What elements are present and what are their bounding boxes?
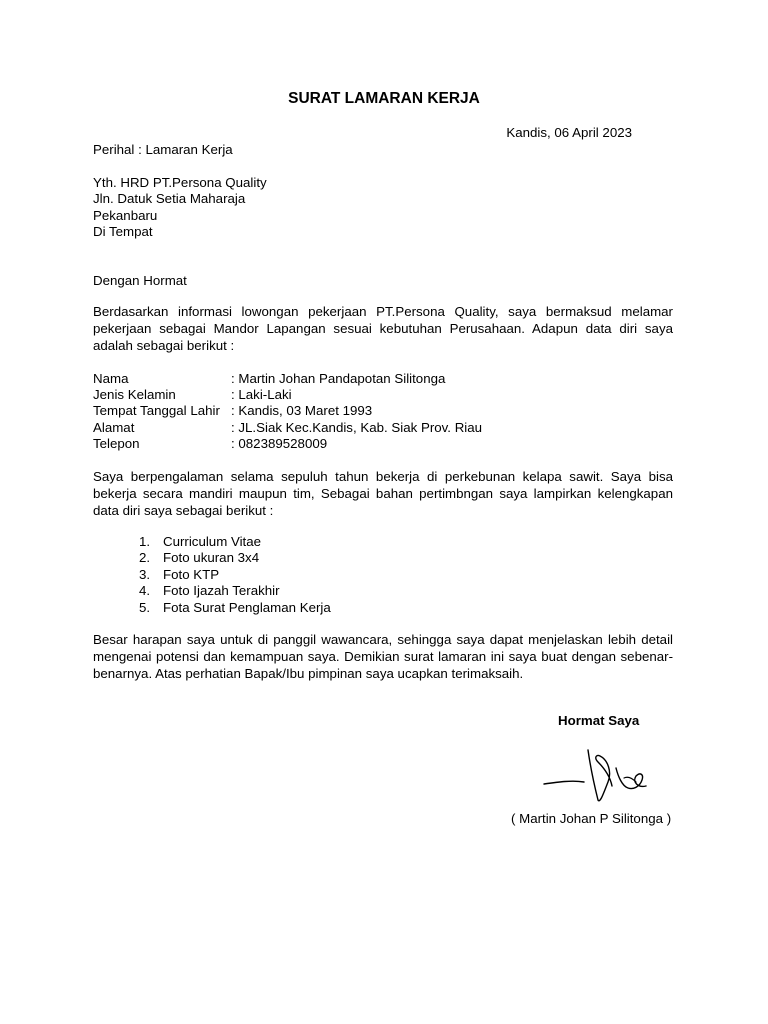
field-label-nama: Nama <box>93 371 129 386</box>
recipient-line-4: Di Tempat <box>93 224 153 239</box>
closing-salutation: Hormat Saya <box>558 713 640 728</box>
experience-paragraph: Saya berpengalaman selama sepuluh tahun bekerja di perkebunan kelapa sawit. Saya bisa bekerja secara mandiri maupun tim, Sebagai bahan pertimbngan saya lampirkan kelengkapan data diri saya sebagai berikut : <box>93 469 673 518</box>
attachment-item: Foto ukuran 3x4 <box>163 550 260 565</box>
letter-date: Kandis, 06 April 2023 <box>506 125 632 140</box>
attachment-item: Fota Surat Penglaman Kerja <box>163 600 331 615</box>
closing-paragraph: Besar harapan saya untuk di panggil wawancara, sehingga saya dapat menjelaskan lebih detail mengenai potensi dan kemampuan saya. Demikian surat lamaran ini saya buat dengan sebenar-benarnya. Atas perhatian Bapak/Ibu pimpinan saya ucapkan terimaksaih. <box>93 632 673 681</box>
recipient-line-3: Pekanbaru <box>93 208 158 223</box>
field-label-ttl: Tempat Tanggal Lahir <box>93 403 220 418</box>
attachment-number: 2. <box>139 550 151 565</box>
signer-name: ( Martin Johan P Silitonga ) <box>511 811 672 826</box>
field-value-jenis-kelamin: : Laki-Laki <box>231 387 292 402</box>
recipient-line-1: Yth. HRD PT.Persona Quality <box>93 175 267 190</box>
attachment-item: Curriculum Vitae <box>163 534 262 549</box>
greeting: Dengan Hormat <box>93 273 187 288</box>
attachment-number: 5. <box>139 600 151 615</box>
field-label-telepon: Telepon <box>93 436 140 451</box>
field-label-alamat: Alamat <box>93 420 135 435</box>
attachment-number: 3. <box>139 567 151 582</box>
attachment-item: Foto Ijazah Terakhir <box>163 583 280 598</box>
field-value-ttl: : Kandis, 03 Maret 1993 <box>231 403 373 418</box>
attachment-number: 4. <box>139 583 151 598</box>
intro-paragraph: Berdasarkan informasi lowongan pekerjaan PT.Persona Quality, saya bermaksud melamar pekerjaan sebagai Mandor Lapangan sesuai kebutuhan Perusahaan. Adapun data diri saya adalah sebagai berikut : <box>93 304 673 353</box>
recipient-line-2: Jln. Datuk Setia Maharaja <box>93 191 246 206</box>
signature-image <box>540 742 660 812</box>
letter-title: SURAT LAMARAN KERJA <box>288 90 480 107</box>
attachment-item: Foto KTP <box>163 567 220 582</box>
letter-subject: Perihal : Lamaran Kerja <box>93 142 233 157</box>
field-label-jenis-kelamin: Jenis Kelamin <box>93 387 176 402</box>
field-value-alamat: : JL.Siak Kec.Kandis, Kab. Siak Prov. Riau <box>231 420 483 435</box>
attachment-number: 1. <box>139 534 151 549</box>
field-value-telepon: : 082389528009 <box>231 436 328 451</box>
field-value-nama: : Martin Johan Pandapotan Silitonga <box>231 371 446 386</box>
